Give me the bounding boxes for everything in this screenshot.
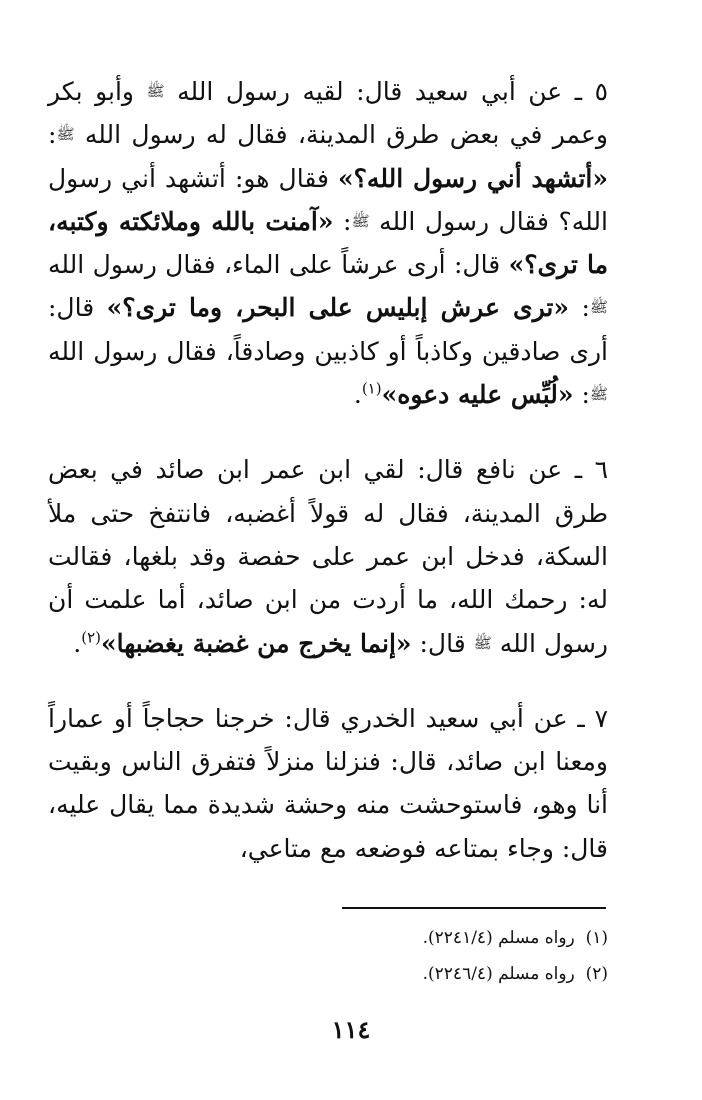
text-run: : — [573, 380, 590, 410]
footnote-ref[interactable]: (١) — [361, 379, 382, 398]
footnotes — [48, 920, 608, 992]
page-body — [48, 70, 608, 870]
footnote-number: (٢) — [585, 964, 608, 984]
salutation-glyph: ﷺ — [351, 211, 370, 230]
hadith-7-paragraph — [48, 697, 608, 870]
quoted-speech: «إنما يخرج من غضبة يغضبها» — [100, 628, 412, 658]
footnote-1 — [48, 920, 608, 956]
quoted-speech: «آمنت بالله وملائكته وكتبه، ما ترى؟» — [48, 206, 608, 280]
footnote-divider — [342, 907, 606, 909]
text-run: . — [73, 628, 82, 658]
text-run: ٥ ـ عن أبي سعيد قال: لقيه رسول الله — [164, 77, 608, 106]
footnote-2 — [48, 956, 608, 992]
text-run: فقال هو: أتشهد أني رسول الله؟ فقال رسول الله — [48, 163, 608, 236]
footnote-text: رواه مسلم (٢٢٤١/٤). — [422, 928, 575, 948]
text-run: قال: أرى صادقين وكاذباً أو كاذبين وصادقاً، فقال رسول الله — [48, 293, 608, 366]
hadith-5-paragraph — [48, 70, 608, 416]
text-run: . — [353, 380, 362, 410]
quoted-speech: «ترى عرش إبليس على البحر، وما ترى؟» — [106, 293, 569, 323]
salutation-glyph: ﷺ — [146, 82, 165, 100]
salutation-glyph: ﷺ — [589, 385, 608, 404]
footnote-ref[interactable]: (٢) — [81, 628, 101, 647]
text-run: قال: — [411, 628, 474, 658]
text-run: : — [333, 206, 352, 236]
text-run: وأبو بكر وعمر في بعض طرق المدينة، فقال له رسول الله — [48, 77, 608, 150]
text-run: : — [569, 293, 590, 323]
text-run: قال: أرى عرشاً على الماء، فقال رسول الله — [48, 250, 509, 280]
text-run: ٧ ـ عن أبي سعيد الخدري قال: خرجنا حجاجاً أو عماراً ومعنا ابن صائد، قال: فنزلنا منزلاً فتفرق الناس وبقيت أنا وهو، فاستوحشت منه وحشة شديدة مما يقال عليه، قال: وجاء بمتاعه فوضعه مع متاعي، — [48, 703, 608, 863]
salutation-glyph: ﷺ — [56, 125, 75, 144]
footnote-text: رواه مسلم (٢٢٤٦/٤). — [422, 964, 575, 984]
hadith-6-paragraph — [48, 448, 608, 664]
footnote-number: (١) — [585, 928, 608, 948]
text-run: : — [48, 120, 57, 150]
quoted-speech: «أتشهد أني رسول الله؟» — [338, 163, 608, 193]
page-number: ١١٤ — [331, 1015, 371, 1044]
salutation-glyph: ﷺ — [589, 298, 608, 317]
text-run: ٦ ـ عن نافع قال: لقي ابن عمر ابن صائد في بعض طرق المدينة، فقال له قولاً أغضبه، فانتفخ حتى ملأ السكة، فدخل ابن عمر على حفصة وقد بلغها، فقالت له: رحمك الله، ما أردت من ابن صائد، أما علمت أن رسول الله — [48, 455, 608, 658]
quoted-speech: «لُبِّس عليه دعوه» — [381, 380, 574, 410]
salutation-glyph: ﷺ — [473, 633, 492, 652]
